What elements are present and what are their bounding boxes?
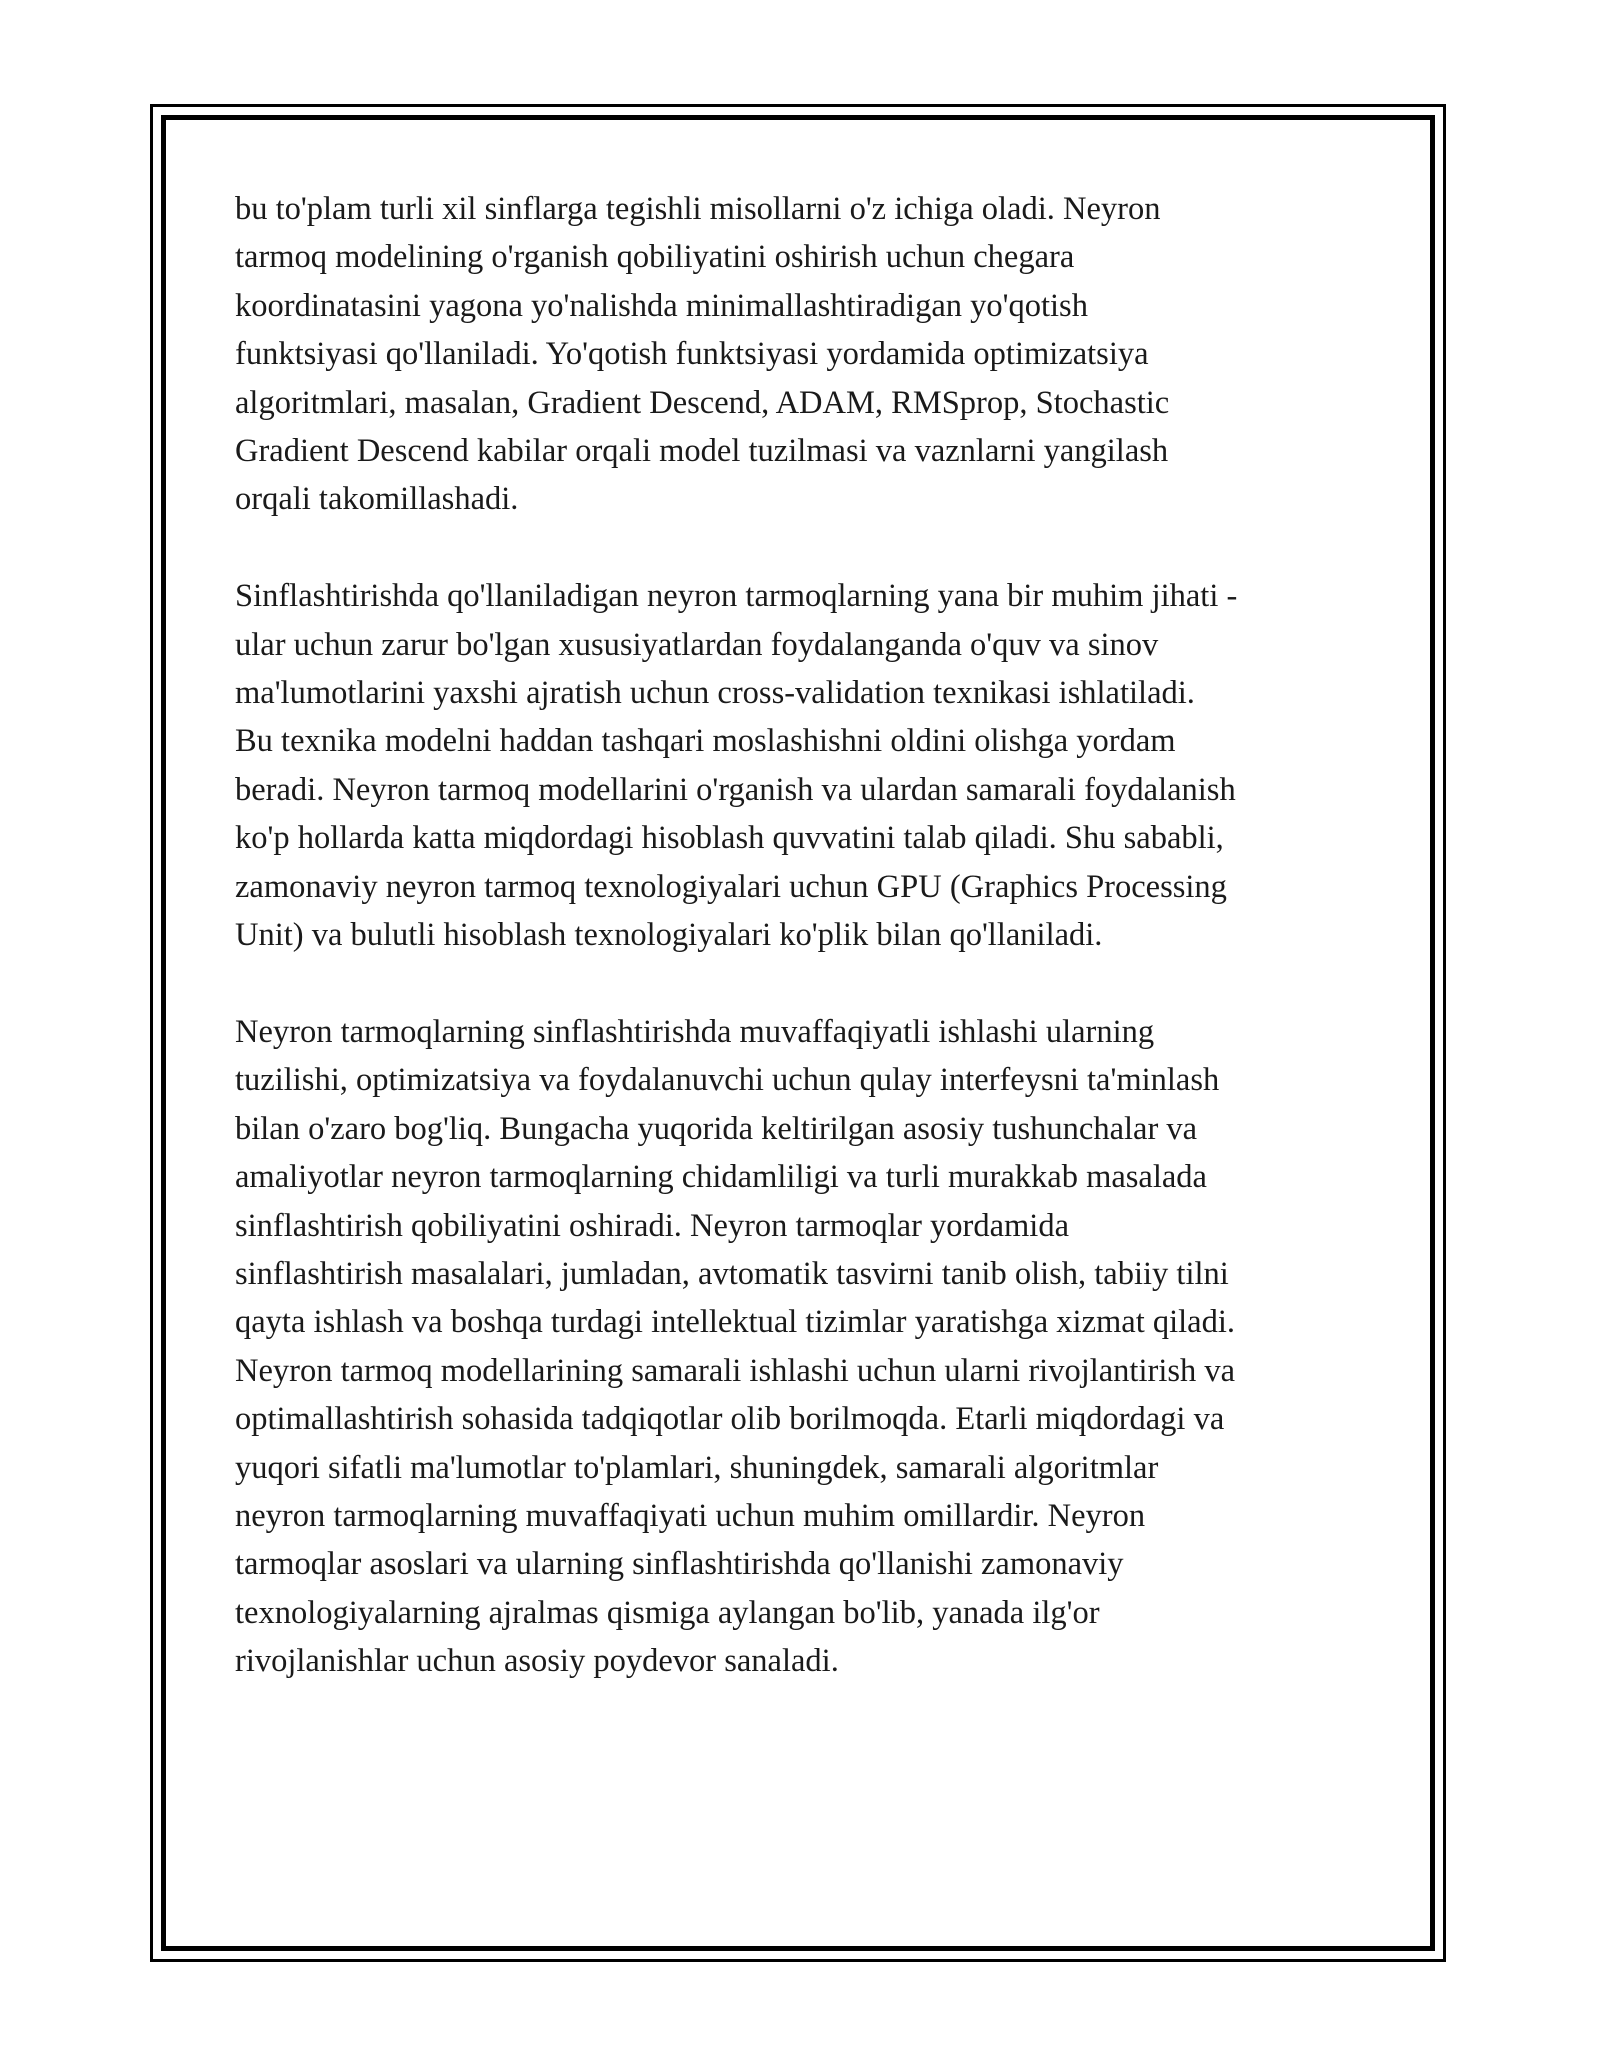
- document-body: [235, 185, 1370, 1734]
- paragraph-2: Sinflashtirishda qo'llaniladigan neyron tarmoqlarning yana bir muhim jihati - ular uchun zarur bo'lgan xususiyatlardan foydalanganda o'quv va sinov ma'lumotlarini yaxshi ajratish uchun cross-validation texnikasi ishlatiladi. Bu texnika modelni haddan tashqari moslashishni oldini olishga yordam beradi. Neyron tarmoq modellarini o'rganish va ulardan samarali foydalanish ko'p hollarda katta miqdordagi hisoblash quvvatini talab qiladi. Shu sababli, zamonaviy neyron tarmoq texnologiyalari uchun GPU (Graphics Processing Unit) va bulutli hisoblash texnologiyalari ko'plik bilan qo'llaniladi.: [235, 578, 1238, 954]
- paragraph-3: Neyron tarmoqlarning sinflashtirishda muvaffaqiyatli ishlashi ularning tuzilishi, optimizatsiya va foydalanuvchi uchun qulay interfeysni ta'minlash bilan o'zaro bog'liq. Bungacha yuqorida keltirilgan asosiy tushunchalar va amaliyotlar neyron tarmoqlarning chidamliligi va turli murakkab masalada sinflashtirish qobiliyatini oshiradi. Neyron tarmoqlar yordamida sinflashtirish masalalari, jumladan, avtomatik tasvirni tanib olish, tabiiy tilni qayta ishlash va boshqa turdagi intellektual tizimlar yaratishga xizmat qiladi. Neyron tarmoq modellarining samarali ishlashi uchun ularni rivojlantirish va optimallashtirish sohasida tadqiqotlar olib borilmoqda. Etarli miqdordagi va yuqori sifatli ma'lumotlar to'plamlari, shuningdek, samarali algoritmlar neyron tarmoqlarning muvaffaqiyati uchun muhim omillardir. Neyron tarmoqlar asoslari va ularning sinflashtirishda qo'llanishi zamonaviy texnologiyalarning ajralmas qismiga aylangan bo'lib, yanada ilg'or rivojlanishlar uchun asosiy poydevor sanaladi.: [235, 1013, 1236, 1680]
- paragraph-1: bu to'plam turli xil sinflarga tegishli misollarni o'z ichiga oladi. Neyron tarmoq modelining o'rganish qobiliyatini oshirish uchun chegara koordinatasini yagona yo'nalishda minimallashtiradigan yo'qotish funktsiyasi qo'llaniladi. Yo'qotish funktsiyasi yordamida optimizatsiya algoritmlari, masalan, Gradient Descend, ADAM, RMSprop, Stochastic Gradient Descend kabilar orqali model tuzilmasi va vaznlarni yangilash orqali takomillashadi.: [235, 191, 1170, 518]
